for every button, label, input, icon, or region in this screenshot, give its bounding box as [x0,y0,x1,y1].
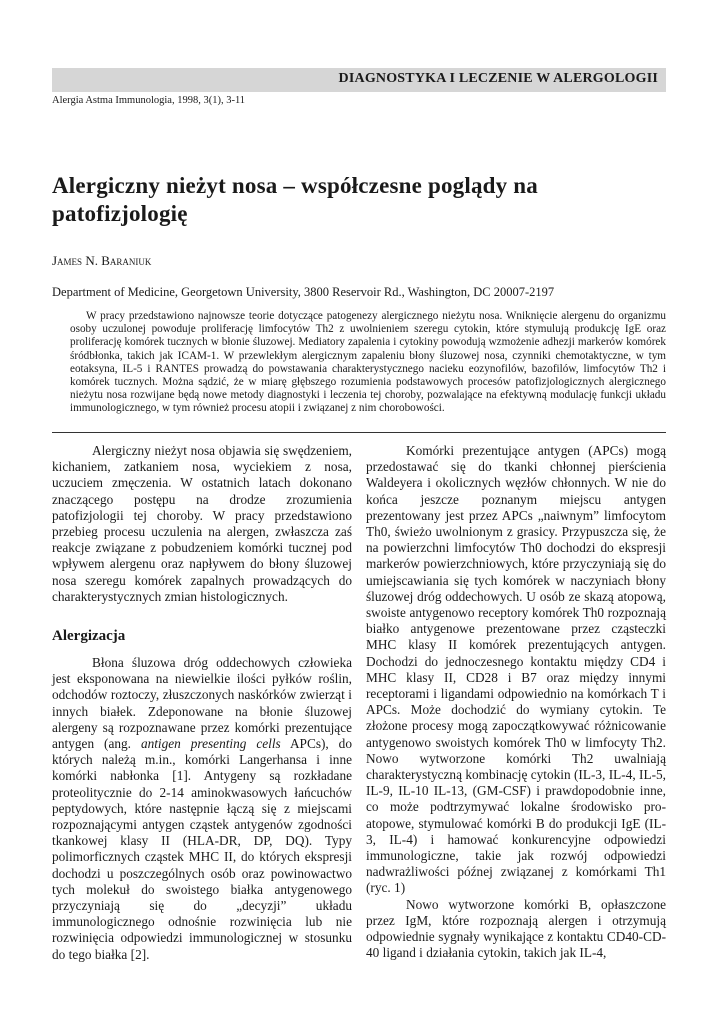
section-title: DIAGNOSTYKA I LECZENIE W ALERGOLOGII [338,71,658,86]
alergizacja-text-part2: APCs), do których należą m.in., komórki Langerhansa i inne komórki nabłonka [1]. Antygeny są rozkładane proteolitycznie do 2-14 aminokwasowych łańcuchów peptydowych, które następnie łączą się z miejscami rozpoznającymi antygen cząstek antygenów zgodności tkankowej klasy II (HLA-DR, DP, DQ). Typy polimorficznych cząstek MHC II, do których ekspresji dochodzi u poszczególnych osób oraz powinowactwo tych molekuł do swoistego białka antygenowego przyczyniają się do „decyzji” układu immunologicznego odnośnie rozwinięcia lub nie rozwinięcia odpowiedzi immunologicznej w stosunku do tego białka [2]. [52,736,352,962]
author-name: James N. Baraniuk [52,253,152,268]
abstract: W pracy przedstawiono najnowsze teorie dotyczące patogenezy alergicznego nieżytu nosa. Wniknięcie alergenu do organizmu osoby uczulonej powoduje proliferację limfocytów Th2 z uwolnieniem szeregu cytokin, które stymulują produkcję IgE oraz proliferację komórek tucznych w błonie śluzowej. Mediatory zapalenia i cytokiny powodują wzmożenie adhezji markerów komórek śródbłonka, takich jak ICAM-1. W przewlekłym alergicznym zapaleniu błony śluzowej nosa, czynniki chemotaktyczne, w tym eotaksyna, IL-5 i RANTES prowadzą do powstawania charakterystycznego nacieku eozynofilów, bazofilów, limfocytów Th2 i komórek tucznych. Można sądzić, że w miarę głębszego rozumienia podstawowych procesów patofizjologicznych alergicznego nieżytu nosa rozwijane będą nowe metody diagnostyki i leczenia tej choroby, pozwalające na efektywną modulację funkcji układu immunologicznego, w tym również procesu atopii i związanej z nim chorobowości. [70,310,666,415]
alergizacja-paragraph [52,655,352,963]
abstract-divider [52,432,666,433]
journal-citation: Alergia Astma Immunologia, 1998, 3(1), 3-11 [52,95,246,106]
alergizacja-italic-term: antigen presenting cells [140,736,281,752]
b-cells-paragraph: Nowo wytworzone komórki B, opłaszczone przez IgM, które rozpoznają alergen i otrzymują odpowiednie sygnały wynikające z kontaktu CD40-CD-40 ligand i działania cytokin, takich jak IL-4, [366,896,666,961]
alergizacja-text-part1: Błona śluzowa dróg oddechowych człowieka jest eksponowana na niewielkie ilości pyłków roślin, odchodów roztoczy, złuszczonych naskórków zwierząt i innych białek. Zdeponowane na błonie śluzowej alergeny są rozpoznawane przez komórki prezentujące antygen (ang. [52,655,352,752]
apc-paragraph: Komórki prezentujące antygen (APCs) mogą przedostawać się do tkanki chłonnej pierścienia Waldeyera i okolicznych węzłów chłonnych. W nie do końca jeszcze poznanym miejscu antygen prezentowany jest przez APCs „naiwnym” limfocytom Th0, świeżo uwolnionym z grasicy. Przypuszcza się, że na powierzchni limfocytów Th0 dochodzi do ekspresji markerów powierzchniowych, które przyczyniają się do umiejscawiania się tych komórek w naczyniach błony śluzowej dróg oddechowych. U osób ze skazą atopową, swoiste antygenowo receptory komórek Th0 rozpoznają białko antygenowe prezentowane przez cząsteczki MHC klasy II komórek prezentujących antygen. Dochodzi do jednoczesnego kontaktu między CD4 i MHC klasy II, CD28 i B7 oraz między innymi receptorami i ligandami odpowiednio na komórkach T i APCs. Może dochodzić do wymiany cytokin. Te złożone procesy mogą zapoczątkowywać różnicowanie antygenowo swoistych komórek Th0 w limfocyty Th2. Nowo wytworzone komórki Th2 uwalniają charakterystyczną kombinację cytokin (IL-3, IL-4, IL-5, IL-9, IL-10 IL-13, (GM-CSF) i prawdopodobnie inne, co może podtrzymywać lokalne środowisko pro-atopowe, stymulować komórki B do produkcji IgE (IL-3, IL-4) i hamować konkurencyjne odpowiedzi immunologiczne, takie jak rozwój odpowiedzi nadwrażliwości późnej związanej z komórkami Th1 (ryc. 1) [366,443,666,896]
body-column-right [366,443,666,962]
intro-paragraph: Alergiczny nieżyt nosa objawia się swędzeniem, kichaniem, zatkaniem nosa, wyciekiem z nosa, uczuciem zmęczenia. W ostatnich latach dokonano znaczącego postępu na drodze zrozumienia patofizjologii tej choroby. W pracy przedstawiono przebieg procesu uczulenia na alergen, zwłaszcza zaś reakcje związane z pobudzeniem komórki tucznej pod wpływem alergenu oraz napływem do błony śluzowej nosa szeregu komórek zapalnych prowadzących do charakterystycznych zmian histologicznych. [52,443,352,604]
body-column-left [52,443,352,963]
section-heading-alergizacja: Alergizacja [52,628,126,645]
author-affiliation: Department of Medicine, Georgetown University, 3800 Reservoir Rd., Washington, DC 20007-2197 [52,285,555,299]
section-header-band [52,68,666,92]
article-title: Alergiczny nieżyt nosa – współczesne poglądy na patofizjologię [52,173,538,226]
